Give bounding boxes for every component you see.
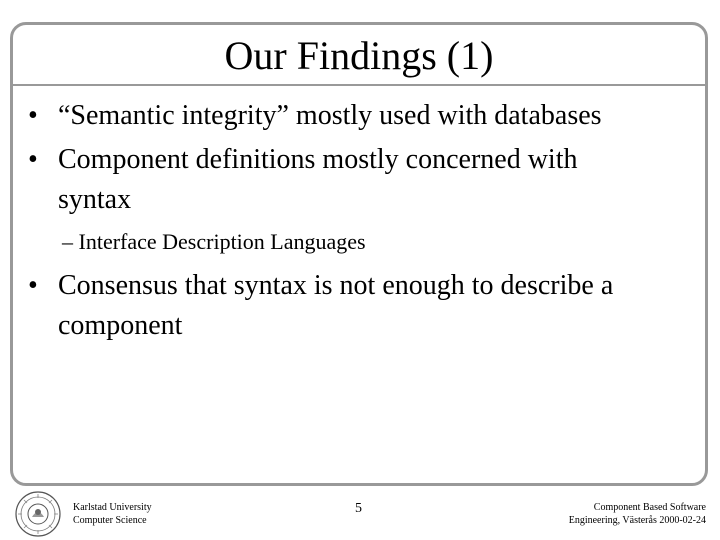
bullet-item: [28, 266, 708, 346]
university-seal-icon: [12, 490, 64, 538]
sub-bullet-text: Interface Description Languages: [78, 229, 366, 254]
slide-footer: [0, 488, 720, 540]
sub-bullet-marker: –: [62, 229, 73, 254]
bullet-marker: •: [28, 100, 38, 131]
bullet-text-line1: Consensus that syntax is not enough to describe a: [58, 270, 614, 301]
bullet-text-line1: Component definitions mostly concerned with: [58, 144, 578, 175]
page-number: 5: [355, 501, 362, 516]
title-divider: [12, 84, 706, 86]
bullet-text-line2: component: [58, 310, 183, 341]
footer-course-line2: Engineering, Västerås 2000-02-24: [568, 515, 706, 526]
footer-affiliation: [73, 501, 152, 527]
footer-university: Karlstad University: [73, 502, 152, 513]
bullet-marker: •: [28, 144, 38, 175]
bullet-item: [28, 140, 708, 220]
footer-department: Computer Science: [73, 515, 147, 526]
title-bar: [10, 22, 708, 84]
bullet-item: [28, 96, 708, 136]
footer-course-line1: Component Based Software: [593, 502, 706, 513]
footer-course: [569, 501, 706, 527]
bullet-text: “Semantic integrity” mostly used with databases: [58, 100, 602, 131]
bullet-text-line2: syntax: [58, 184, 132, 215]
slide-title: Our Findings (1): [224, 33, 494, 78]
bullet-marker: •: [28, 270, 38, 301]
sub-bullet-item: [62, 228, 702, 256]
